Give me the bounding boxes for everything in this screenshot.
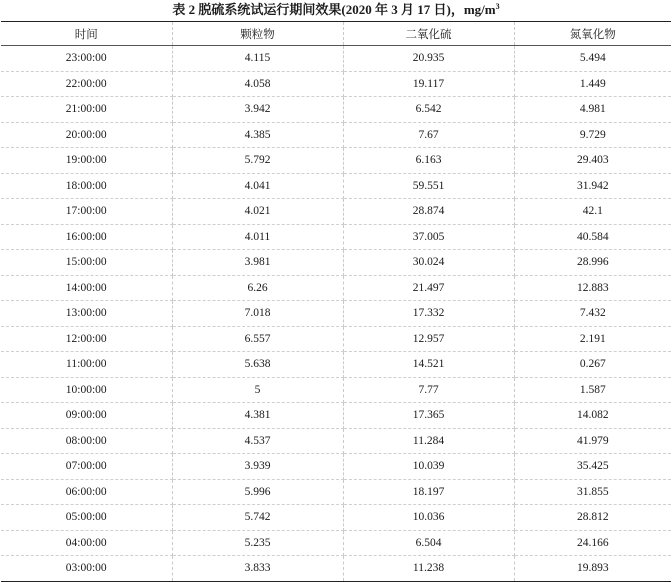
cell-time: 04:00:00 <box>1 530 172 556</box>
table-header-row <box>1 22 671 46</box>
cell-sulfur-dioxide: 17.332 <box>343 301 514 327</box>
table-row <box>1 352 671 378</box>
cell-nitrogen-oxides: 7.432 <box>514 301 671 327</box>
cell-sulfur-dioxide: 20.935 <box>343 46 514 72</box>
table-row <box>1 97 671 123</box>
cell-sulfur-dioxide: 7.77 <box>343 377 514 403</box>
table-row <box>1 275 671 301</box>
table-row <box>1 326 671 352</box>
table-row <box>1 454 671 480</box>
cell-time: 23:00:00 <box>1 46 172 72</box>
table-row <box>1 173 671 199</box>
cell-nitrogen-oxides: 0.267 <box>514 352 671 378</box>
table-row <box>1 250 671 276</box>
cell-sulfur-dioxide: 14.521 <box>343 352 514 378</box>
cell-time: 03:00:00 <box>1 556 172 582</box>
cell-time: 16:00:00 <box>1 224 172 250</box>
cell-time: 12:00:00 <box>1 326 172 352</box>
cell-nitrogen-oxides: 1.587 <box>514 377 671 403</box>
cell-nitrogen-oxides: 24.166 <box>514 530 671 556</box>
cell-sulfur-dioxide: 37.005 <box>343 224 514 250</box>
cell-nitrogen-oxides: 28.996 <box>514 250 671 276</box>
header-particulate: 颗粒物 <box>172 22 343 46</box>
cell-time: 07:00:00 <box>1 454 172 480</box>
cell-sulfur-dioxide: 30.024 <box>343 250 514 276</box>
cell-sulfur-dioxide: 21.497 <box>343 275 514 301</box>
header-sulfur-dioxide: 二氧化硫 <box>343 22 514 46</box>
cell-particulate: 3.981 <box>172 250 343 276</box>
cell-nitrogen-oxides: 42.1 <box>514 199 671 225</box>
cell-particulate: 4.115 <box>172 46 343 72</box>
cell-nitrogen-oxides: 14.082 <box>514 403 671 429</box>
cell-nitrogen-oxides: 5.494 <box>514 46 671 72</box>
cell-sulfur-dioxide: 11.284 <box>343 428 514 454</box>
cell-nitrogen-oxides: 31.855 <box>514 479 671 505</box>
cell-particulate: 5.996 <box>172 479 343 505</box>
cell-nitrogen-oxides: 9.729 <box>514 122 671 148</box>
cell-sulfur-dioxide: 28.874 <box>343 199 514 225</box>
cell-sulfur-dioxide: 10.036 <box>343 505 514 531</box>
table-body <box>1 46 671 582</box>
cell-time: 18:00:00 <box>1 173 172 199</box>
cell-particulate: 3.833 <box>172 556 343 582</box>
cell-sulfur-dioxide: 18.197 <box>343 479 514 505</box>
cell-nitrogen-oxides: 19.893 <box>514 556 671 582</box>
table-row <box>1 122 671 148</box>
cell-particulate: 4.021 <box>172 199 343 225</box>
table-caption <box>0 0 672 22</box>
cell-time: 11:00:00 <box>1 352 172 378</box>
cell-time: 14:00:00 <box>1 275 172 301</box>
header-nitrogen-oxides: 氮氧化物 <box>514 22 671 46</box>
cell-time: 13:00:00 <box>1 301 172 327</box>
cell-particulate: 5.235 <box>172 530 343 556</box>
cell-sulfur-dioxide: 10.039 <box>343 454 514 480</box>
cell-particulate: 5 <box>172 377 343 403</box>
cell-time: 05:00:00 <box>1 505 172 531</box>
emissions-table <box>1 21 671 582</box>
cell-sulfur-dioxide: 6.163 <box>343 148 514 174</box>
cell-sulfur-dioxide: 11.238 <box>343 556 514 582</box>
cell-particulate: 5.792 <box>172 148 343 174</box>
cell-sulfur-dioxide: 6.542 <box>343 97 514 123</box>
header-time: 时间 <box>1 22 172 46</box>
table-row <box>1 403 671 429</box>
cell-time: 15:00:00 <box>1 250 172 276</box>
unit-superscript: 3 <box>495 2 500 11</box>
cell-nitrogen-oxides: 41.979 <box>514 428 671 454</box>
cell-nitrogen-oxides: 29.403 <box>514 148 671 174</box>
cell-nitrogen-oxides: 12.883 <box>514 275 671 301</box>
cell-particulate: 3.939 <box>172 454 343 480</box>
cell-particulate: 4.058 <box>172 71 343 97</box>
cell-time: 17:00:00 <box>1 199 172 225</box>
table-row <box>1 377 671 403</box>
table-row <box>1 46 671 72</box>
cell-nitrogen-oxides: 28.812 <box>514 505 671 531</box>
cell-particulate: 7.018 <box>172 301 343 327</box>
cell-time: 19:00:00 <box>1 148 172 174</box>
cell-particulate: 5.742 <box>172 505 343 531</box>
cell-time: 10:00:00 <box>1 377 172 403</box>
cell-particulate: 4.041 <box>172 173 343 199</box>
table-row <box>1 199 671 225</box>
cell-time: 08:00:00 <box>1 428 172 454</box>
cell-nitrogen-oxides: 31.942 <box>514 173 671 199</box>
table-row <box>1 505 671 531</box>
table-row <box>1 71 671 97</box>
cell-nitrogen-oxides: 4.981 <box>514 97 671 123</box>
table-row <box>1 428 671 454</box>
cell-time: 21:00:00 <box>1 97 172 123</box>
cell-time: 20:00:00 <box>1 122 172 148</box>
cell-particulate: 4.381 <box>172 403 343 429</box>
table-row <box>1 479 671 505</box>
table-caption-text: 表 2 脱硫系统试运行期间效果(2020 年 3 月 17 日)，mg/m <box>172 2 496 17</box>
cell-particulate: 6.557 <box>172 326 343 352</box>
cell-particulate: 4.537 <box>172 428 343 454</box>
cell-particulate: 3.942 <box>172 97 343 123</box>
cell-particulate: 4.011 <box>172 224 343 250</box>
cell-time: 06:00:00 <box>1 479 172 505</box>
cell-sulfur-dioxide: 7.67 <box>343 122 514 148</box>
cell-time: 09:00:00 <box>1 403 172 429</box>
cell-time: 22:00:00 <box>1 71 172 97</box>
table-row <box>1 556 671 582</box>
cell-sulfur-dioxide: 6.504 <box>343 530 514 556</box>
cell-sulfur-dioxide: 19.117 <box>343 71 514 97</box>
cell-particulate: 4.385 <box>172 122 343 148</box>
cell-sulfur-dioxide: 59.551 <box>343 173 514 199</box>
table-row <box>1 530 671 556</box>
table-row <box>1 301 671 327</box>
table-row <box>1 224 671 250</box>
cell-sulfur-dioxide: 12.957 <box>343 326 514 352</box>
cell-nitrogen-oxides: 1.449 <box>514 71 671 97</box>
cell-particulate: 5.638 <box>172 352 343 378</box>
cell-nitrogen-oxides: 2.191 <box>514 326 671 352</box>
cell-nitrogen-oxides: 40.584 <box>514 224 671 250</box>
cell-nitrogen-oxides: 35.425 <box>514 454 671 480</box>
cell-particulate: 6.26 <box>172 275 343 301</box>
cell-sulfur-dioxide: 17.365 <box>343 403 514 429</box>
table-row <box>1 148 671 174</box>
